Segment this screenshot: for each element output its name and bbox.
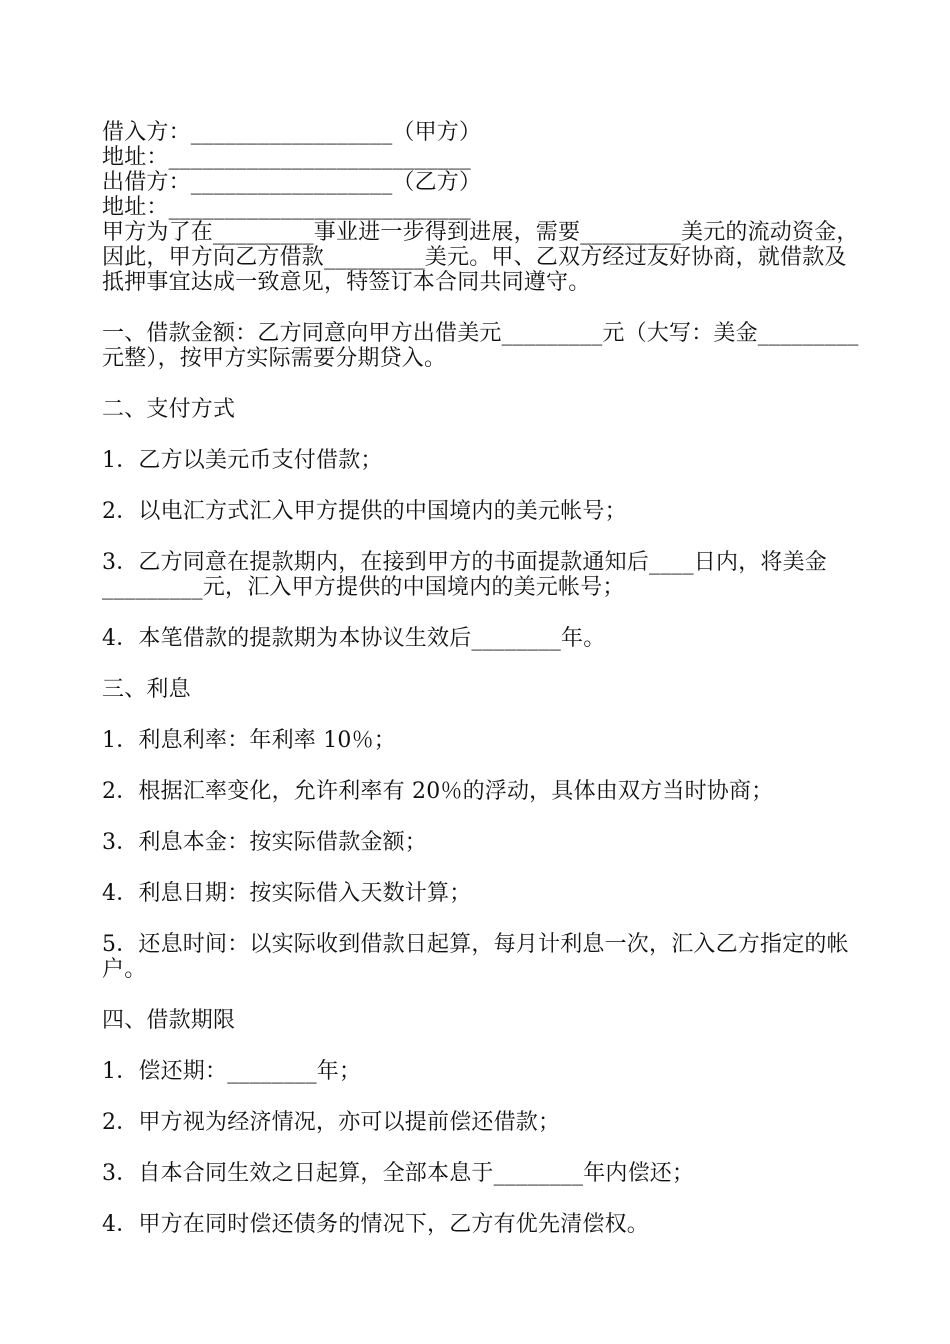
section-3-title: 三、利息 bbox=[102, 677, 191, 702]
section-4-item-4: 4．甲方在同时偿还债务的情况下，乙方有优先清偿权。 bbox=[102, 1212, 649, 1237]
lender-line: 出借方：__________________（乙方） bbox=[102, 170, 482, 195]
section-1-loan-amount: 一、借款金额：乙方同意向甲方出借美元_________元（大写：美金_________元整），按甲方实际需要分期贷入。 bbox=[102, 321, 859, 371]
section-2-item-1: 1．乙方以美元币支付借款； bbox=[102, 448, 383, 473]
section-3-item-1: 1．利息利率：年利率 10％； bbox=[102, 728, 396, 753]
section-3-item-5: 5．还息时间：以实际收到借款日起算，每月计利息一次，汇入乙方指定的帐户。 bbox=[102, 932, 849, 982]
section-4-item-1: 1．偿还期：________年； bbox=[102, 1059, 362, 1084]
section-2-item-3: 3．乙方同意在提款期内，在接到甲方的书面提款通知后____日内，将美金_________元，汇入甲方提供的中国境内的美元帐号； bbox=[102, 550, 827, 600]
section-2-title: 二、支付方式 bbox=[102, 397, 236, 422]
lender-address-line: 地址：___________________________ bbox=[102, 195, 472, 220]
section-3-item-4: 4．利息日期：按实际借入天数计算； bbox=[102, 881, 472, 906]
contract-document bbox=[102, 120, 862, 1237]
section-3-item-3: 3．利息本金：按实际借款金额； bbox=[102, 830, 427, 855]
borrower-line: 借入方：__________________（甲方） bbox=[102, 120, 482, 145]
borrower-address-line: 地址：___________________________ bbox=[102, 145, 472, 170]
section-2-item-4: 4．本笔借款的提款期为本协议生效后________年。 bbox=[102, 626, 606, 651]
section-4-item-2: 2．甲方视为经济情况，亦可以提前偿还借款； bbox=[102, 1110, 561, 1135]
intro-paragraph: 甲方为了在_________事业进一步得到进展，需要_________美元的流动资金，因此，甲方向乙方借款_________美元。甲、乙双方经过友好协商，就借款及抵押事宜达成一致意见，特签订本合同共同遵守。 bbox=[102, 220, 859, 295]
section-3-item-2: 2．根据汇率变化，允许利率有 20％的浮动，具体由双方当时协商； bbox=[102, 779, 774, 804]
section-2-item-2: 2．以电汇方式汇入甲方提供的中国境内的美元帐号； bbox=[102, 499, 627, 524]
section-4-item-3: 3．自本合同生效之日起算，全部本息于________年内偿还； bbox=[102, 1161, 695, 1186]
section-4-title: 四、借款期限 bbox=[102, 1008, 236, 1033]
